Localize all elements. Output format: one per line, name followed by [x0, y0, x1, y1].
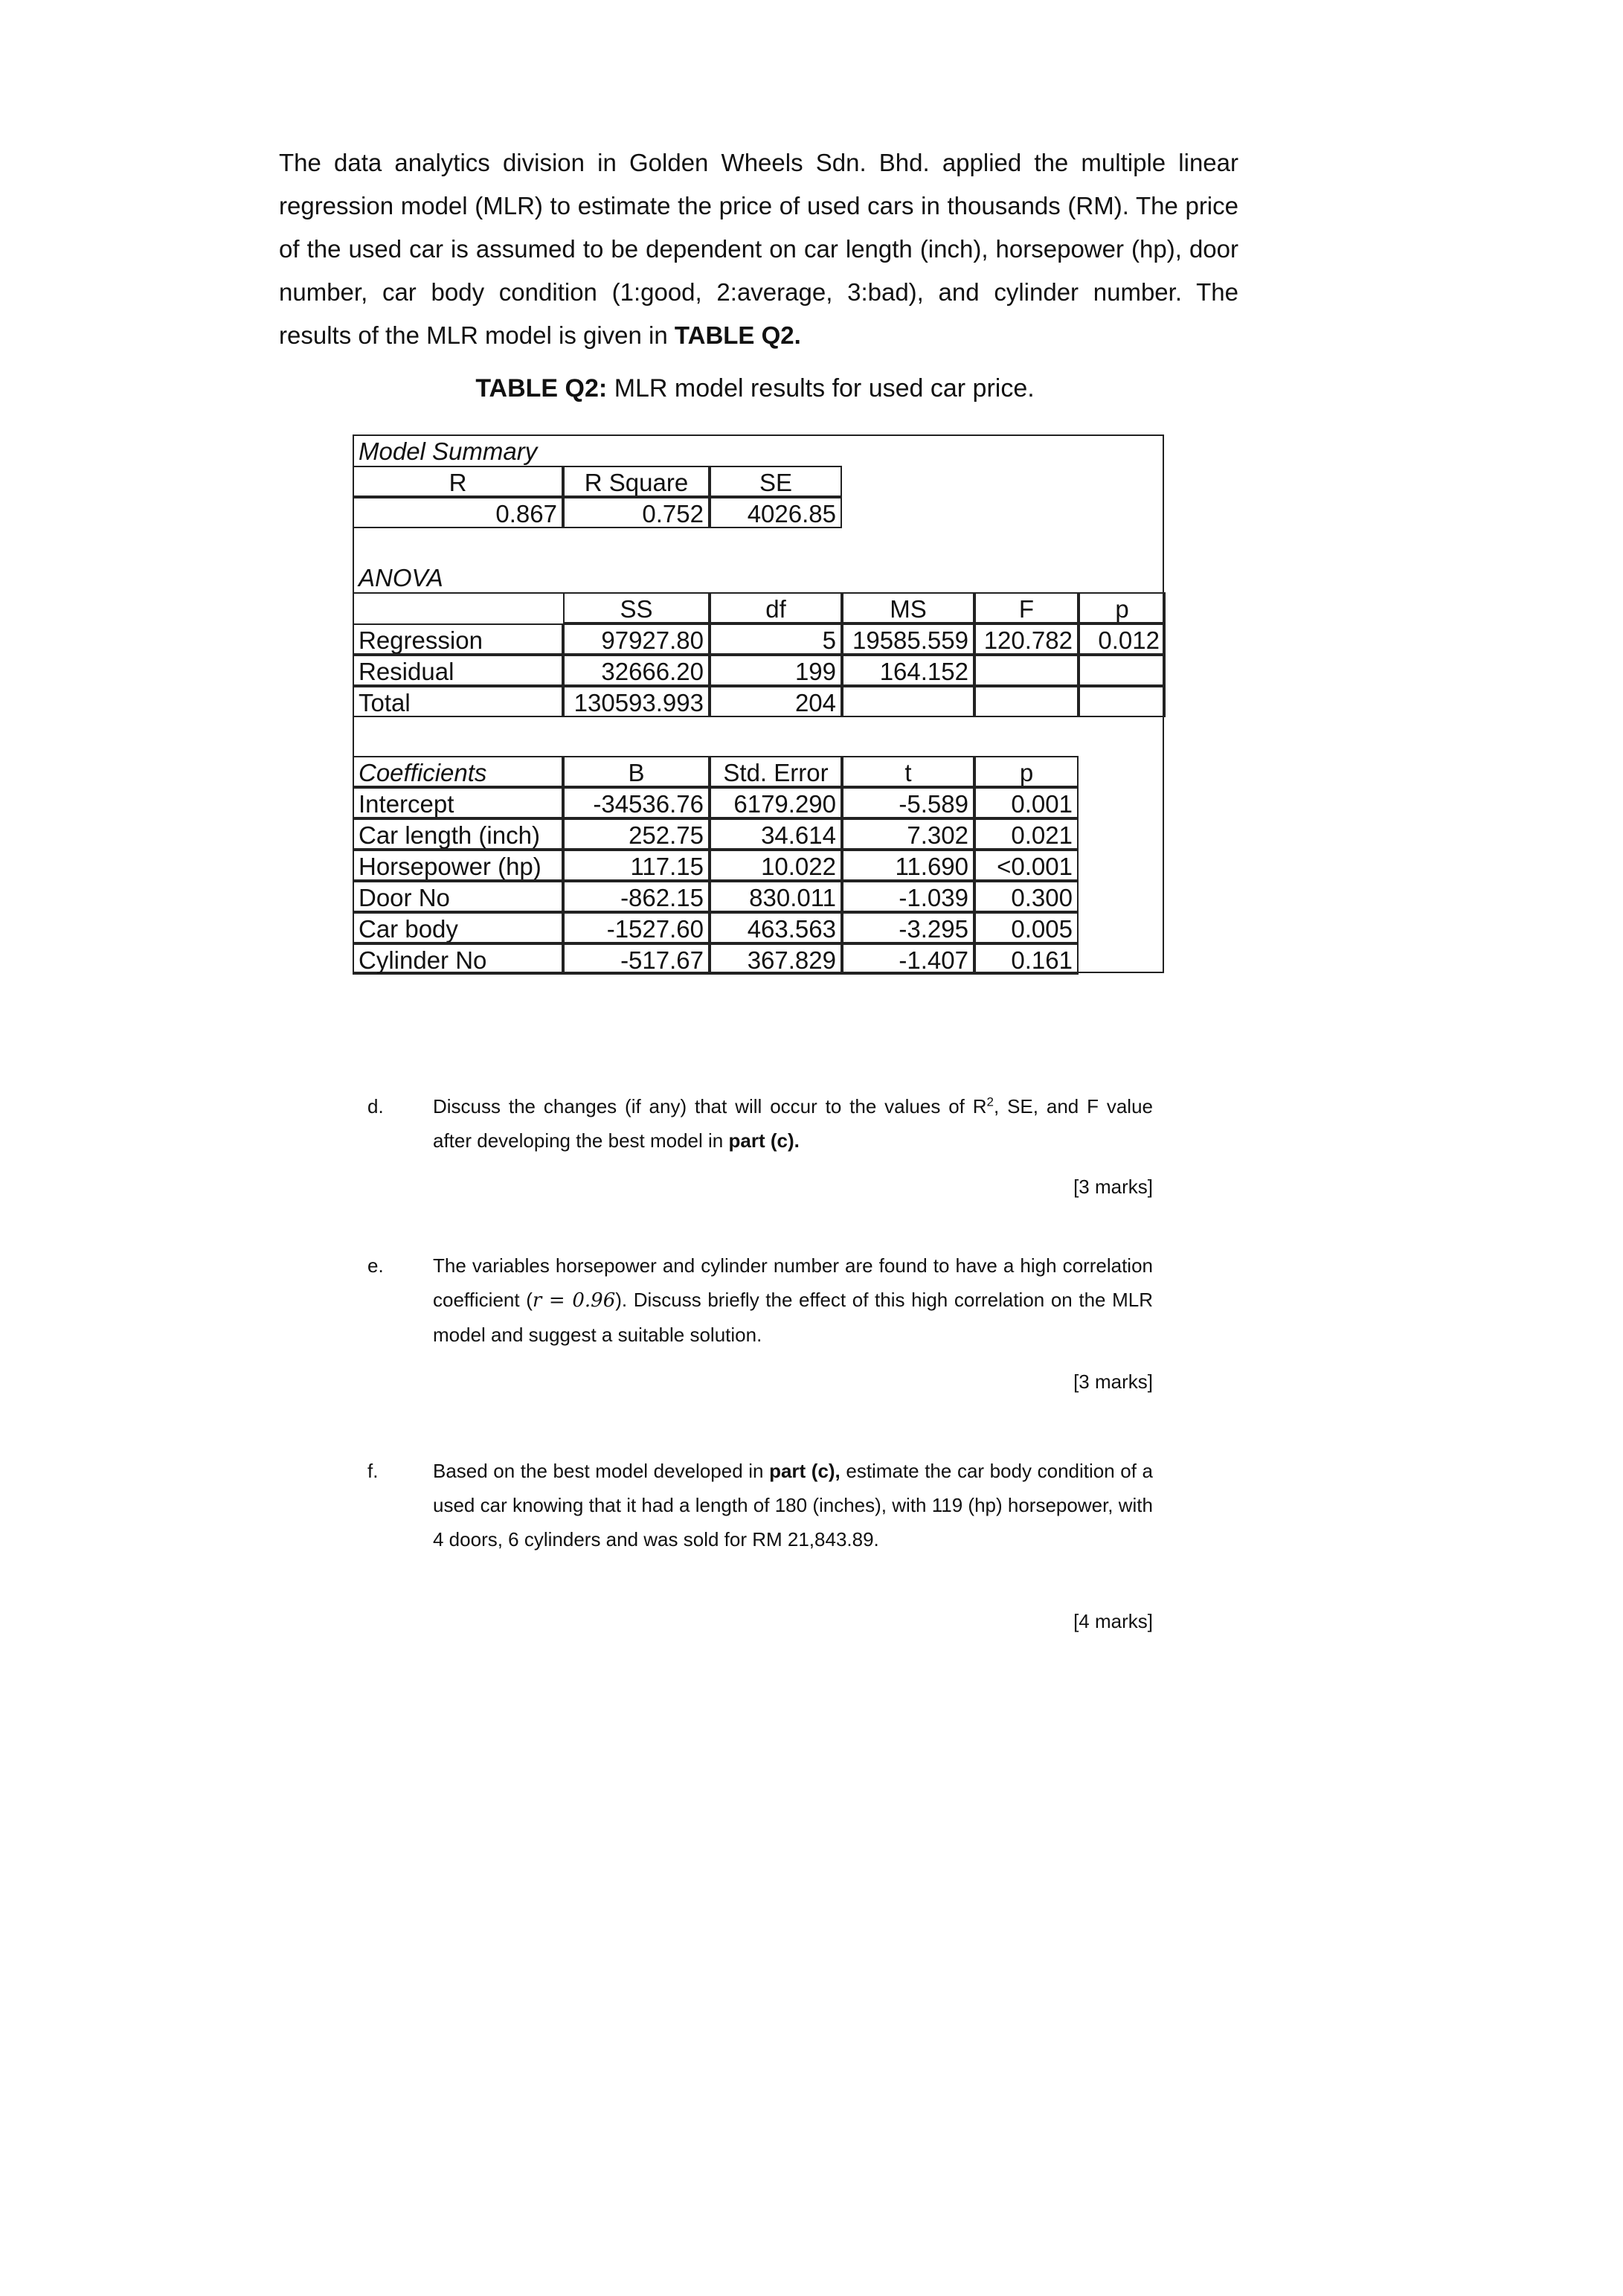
- anova-header-f: F: [974, 592, 1079, 623]
- anova-cell-df: 204: [710, 686, 842, 717]
- question-f-text: [433, 1454, 1153, 1556]
- coef-row-label: Cylinder No: [353, 943, 563, 975]
- question-e-text: [433, 1248, 1153, 1352]
- coef-header-t: t: [842, 756, 974, 787]
- coef-header-b: B: [563, 756, 710, 787]
- caption-text: MLR model results for used car price.: [607, 374, 1035, 403]
- question-f-marks: [4 marks]: [1073, 1610, 1153, 1632]
- anova-cell-p: [1079, 686, 1166, 717]
- anova-cell-ms: 19585.559: [842, 623, 974, 655]
- coef-header-se: Std. Error: [710, 756, 842, 787]
- results-table: [353, 434, 1164, 973]
- coef-row-label: Intercept: [353, 787, 563, 818]
- question-f-label: f.: [367, 1460, 379, 1482]
- anova-row-label: Total: [353, 686, 563, 717]
- coef-cell-p: 0.161: [974, 943, 1079, 975]
- question-e-label: e.: [367, 1254, 384, 1277]
- anova-cell-ss: 97927.80: [563, 623, 710, 655]
- coef-cell-p: 0.001: [974, 787, 1079, 818]
- anova-cell-df: 5: [710, 623, 842, 655]
- anova-cell-f: [974, 655, 1079, 686]
- anova-row-label: Residual: [353, 655, 563, 686]
- coef-header-p: p: [974, 756, 1079, 787]
- intro-paragraph: [279, 141, 1238, 357]
- coef-cell-t: -5.589: [842, 787, 974, 818]
- coef-cell-t: 7.302: [842, 818, 974, 850]
- coef-row-label: Horsepower (hp): [353, 850, 563, 881]
- question-e-part-a: The variables horsepower and cylinder number are found to have a high correlation coefficient (: [433, 1254, 1153, 1311]
- coef-cell-p: 0.300: [974, 881, 1079, 912]
- question-d-text: [433, 1089, 1153, 1158]
- coef-title: Coefficients: [353, 756, 563, 787]
- question-d-label: d.: [367, 1095, 384, 1117]
- ms-value-rsquare: 0.752: [563, 497, 710, 528]
- anova-header-p: p: [1079, 592, 1166, 623]
- ms-value-se: 4026.85: [710, 497, 842, 528]
- coef-cell-b: -1527.60: [563, 912, 710, 943]
- coef-cell-b: 252.75: [563, 818, 710, 850]
- coef-cell-se: 830.011: [710, 881, 842, 912]
- question-f-part-b: estimate the car body condition of a used car knowing that it had a length of 180 (inches), with 119 (hp) horsepower, with 4 doors, 6 cylinders and was sold for RM 21,843.89.: [433, 1460, 1153, 1551]
- question-f-reference: part (c),: [769, 1460, 841, 1482]
- coef-cell-se: 34.614: [710, 818, 842, 850]
- anova-header-ss: SS: [563, 592, 710, 623]
- anova-cell-ss: 130593.993: [563, 686, 710, 717]
- anova-header-ms: MS: [842, 592, 974, 623]
- anova-row-label: Regression: [353, 623, 563, 655]
- coef-cell-se: 6179.290: [710, 787, 842, 818]
- coef-cell-se: 10.022: [710, 850, 842, 881]
- ms-value-r: 0.867: [353, 497, 563, 528]
- anova-cell-ms: 164.152: [842, 655, 974, 686]
- coef-cell-p: <0.001: [974, 850, 1079, 881]
- caption-label: TABLE Q2:: [475, 374, 608, 403]
- coef-cell-b: -517.67: [563, 943, 710, 975]
- question-f-part-a: Based on the best model developed in: [433, 1460, 770, 1482]
- superscript-2: 2: [986, 1094, 994, 1109]
- anova-cell-ss: 32666.20: [563, 655, 710, 686]
- anova-cell-ms: [842, 686, 974, 717]
- anova-cell-f: [974, 686, 1079, 717]
- coef-cell-se: 463.563: [710, 912, 842, 943]
- coef-cell-t: 11.690: [842, 850, 974, 881]
- question-d-part-b: , SE, and F value after developing the best model in: [433, 1095, 1153, 1152]
- question-e-marks: [3 marks]: [1073, 1370, 1153, 1393]
- anova-header-df: df: [710, 592, 842, 623]
- table-caption: [0, 372, 1510, 405]
- coef-cell-t: -1.407: [842, 943, 974, 975]
- coef-cell-b: -34536.76: [563, 787, 710, 818]
- question-d-reference: part (c).: [728, 1129, 800, 1152]
- question-e-part-b: ). Discuss briefly the effect of this high correlation on the MLR model and suggest a suitable solution.: [433, 1289, 1153, 1346]
- question-e-formula: r = 0.96: [532, 1289, 616, 1312]
- coef-row-label: Car length (inch): [353, 818, 563, 850]
- coef-cell-t: -3.295: [842, 912, 974, 943]
- table-reference: TABLE Q2.: [674, 321, 801, 349]
- coef-cell-t: -1.039: [842, 881, 974, 912]
- question-d-marks: [3 marks]: [1073, 1176, 1153, 1198]
- coef-cell-se: 367.829: [710, 943, 842, 975]
- coef-cell-p: 0.005: [974, 912, 1079, 943]
- anova-cell-f: 120.782: [974, 623, 1079, 655]
- anova-cell-df: 199: [710, 655, 842, 686]
- coef-cell-b: -862.15: [563, 881, 710, 912]
- coef-cell-b: 117.15: [563, 850, 710, 881]
- question-d-part-a: Discuss the changes (if any) that will occur to the values of R: [433, 1095, 987, 1117]
- model-summary-title: Model Summary: [359, 437, 538, 465]
- anova-title: ANOVA: [359, 564, 443, 591]
- coef-row-label: Door No: [353, 881, 563, 912]
- anova-cell-p: [1079, 655, 1166, 686]
- coef-row-label: Car body: [353, 912, 563, 943]
- anova-cell-p: 0.012: [1079, 623, 1166, 655]
- ms-header-r: R: [353, 466, 563, 497]
- ms-header-rsquare: R Square: [563, 466, 710, 497]
- intro-text: The data analytics division in Golden Wheels Sdn. Bhd. applied the multiple linear regression model (MLR) to estimate the price of used cars in thousands (RM). The price of the used car is assumed to be dependent on car length (inch), horsepower (hp), door number, car body condition (1:good, 2:average, 3:bad), and cylinder number. The results of the MLR model is given in: [279, 149, 1238, 349]
- ms-header-se: SE: [710, 466, 842, 497]
- coef-cell-p: 0.021: [974, 818, 1079, 850]
